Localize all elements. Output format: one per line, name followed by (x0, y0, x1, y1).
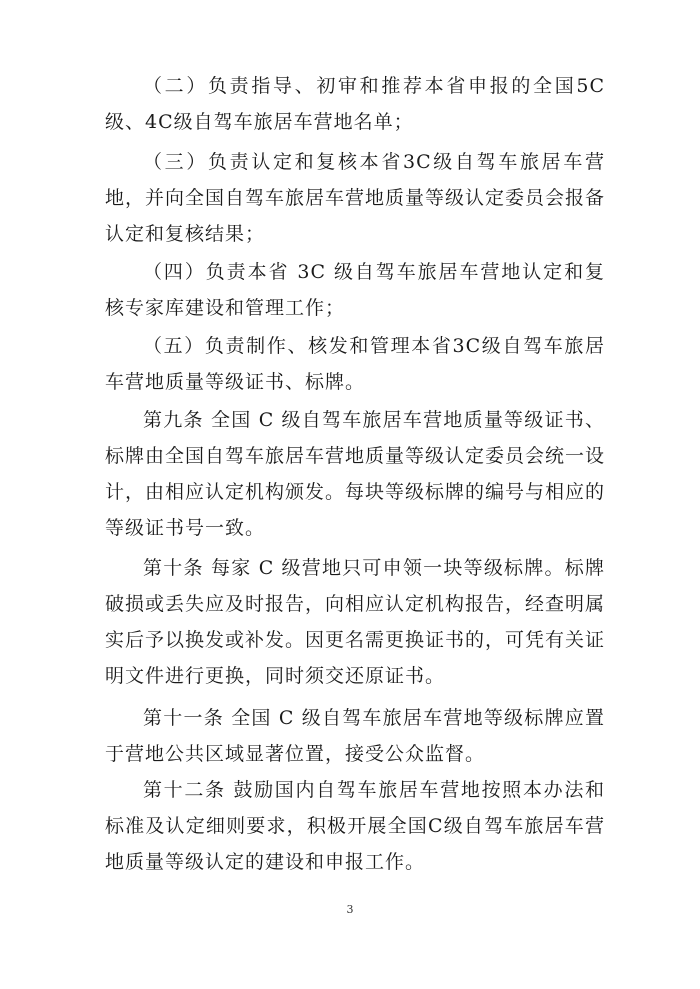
article-12: 第十二条 鼓励国内自驾车旅居车营地按照本办法和标准及认定细则要求，积极开展全国C级自驾车旅居车营地质量等级认定的建设和申报工作。 (105, 779, 605, 873)
article-9: 第九条 全国 C 级自驾车旅居车营地质量等级证书、标牌由全国自驾车旅居车营地质量等级认定委员会统一设计，由相应认定机构颁发。每块等级标牌的编号与相应的等级证书号一致。 (105, 409, 606, 539)
paragraph-item-2: （二）负责指导、初审和推荐本省申报的全国5C级、4C级自驾车旅居车营地名单； (105, 75, 605, 133)
paragraph-item-5: （五）负责制作、核发和管理本省3C级自驾车旅居车营地质量等级证书、标牌。 (105, 335, 605, 393)
article-10: 第十条 每家 C 级营地只可申领一块等级标牌。标牌破损或丢失应及时报告，向相应认定机构报告，经查明属实后予以换发或补发。因更名需更换证书的，可凭有关证明文件进行更换，同时须交还原证书。 (105, 557, 606, 687)
paragraph-item-3: （三）负责认定和复核本省3C级自驾车旅居车营地，并向全国自驾车旅居车营地质量等级认定委员会报备认定和复核结果； (105, 151, 606, 245)
paragraph-item-4: （四）负责本省 3C 级自驾车旅居车营地认定和复核专家库建设和管理工作； (105, 261, 605, 319)
page-number: 3 (346, 903, 354, 916)
article-11: 第十一条 全国 C 级自驾车旅居车营地等级标牌应置于营地公共区域显著位置，接受公众监督。 (105, 707, 605, 765)
